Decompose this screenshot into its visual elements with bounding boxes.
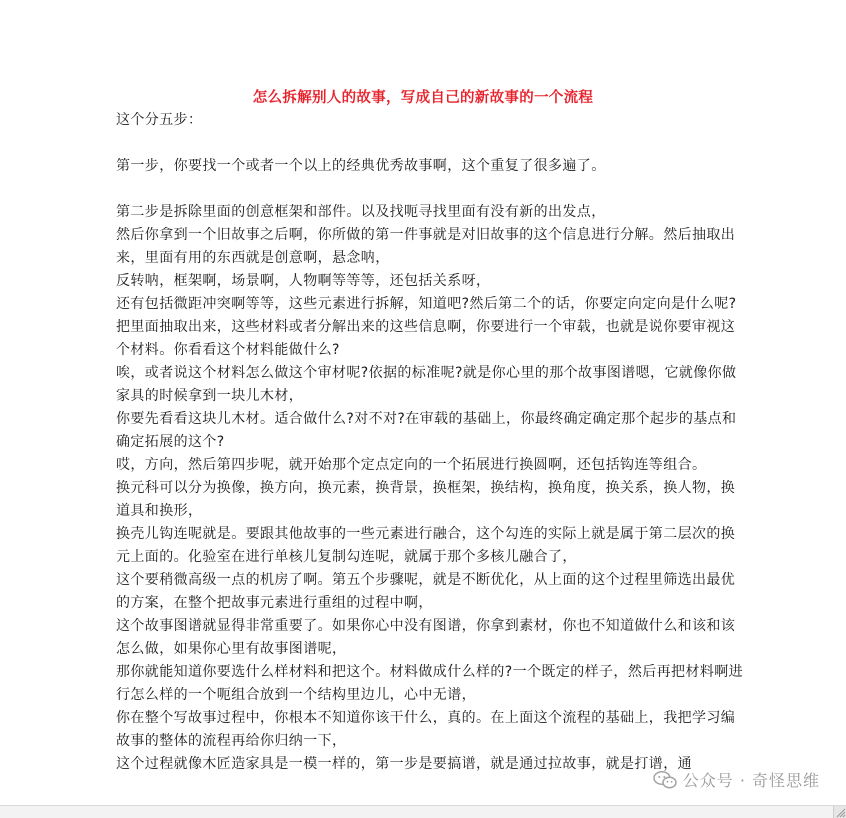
paragraph: 你在整个写故事过程中，你根本不知道你该干什么，真的。在上面这个流程的基础上，我把学习编故事的整体的流程再给你归纳一下， [116, 710, 736, 749]
document-body [116, 109, 746, 776]
document-title: 怎么拆解别人的故事，写成自己的新故事的一个流程 [252, 90, 594, 106]
paragraph: 第二步是拆除里面的创意框架和部件。以及找呃寻找里面有没有新的出发点， [116, 204, 606, 220]
paragraph-gap [116, 132, 746, 155]
paragraph: 把里面抽取出来，这些材料或者分解出来的这些信息啊，你要进行一个审载，也就是说你要审视这个材料。你看看这个材料能做什么? [116, 319, 736, 358]
resize-grip-icon[interactable] [833, 806, 846, 818]
paragraph: 唉，或者说这个材料怎么做这个审材呢?依据的标准呢?就是你心里的那个故事图谱嗯，它就像你做家具的时候拿到一块儿木材， [116, 365, 737, 404]
paragraph: 第一步，你要找一个或者一个以上的经典优秀故事啊，这个重复了很多遍了。 [116, 158, 606, 174]
paragraph: 你要先看看这块儿木材。适合做什么?对不对?在审载的基础上，你最终确定确定那个起步的基点和确定拓展的这个? [116, 411, 737, 450]
horizontal-scrollbar[interactable] [0, 805, 846, 818]
paragraph: 这个过程就像木匠造家具是一模一样的，第一步是要搞谱，就是通过拉故事，就是打谱，通 [116, 756, 692, 772]
wechat-icon [653, 771, 677, 789]
paragraph: 这个要稍微高级一点的机房了啊。第五个步骤呢，就是不断优化，从上面的这个过程里筛选出最优的方案，在整个把故事元素进行重组的过程中啊， [116, 572, 736, 611]
paragraph: 反转呐，框架啊，场景啊，人物啊等等等，还包括关系呀， [116, 273, 491, 289]
paragraph: 哎，方向，然后第四步呢，就开始那个定点定向的一个拓展进行换圆啊，还包括钩连等组合。 [116, 457, 707, 473]
paragraph-gap [116, 178, 746, 201]
paragraph: 这个分五步： [116, 112, 203, 128]
paragraph: 那你就能知道你要选什么样材料和把这个。材料做成什么样的?一个既定的样子，然后再把材料啊进行怎么样的一个呃组合放到一个结构里边儿，心中无谱， [116, 664, 744, 703]
paragraph: 换元科可以分为换像，换方向，换元素，换背景，换框架，换结构，换角度，换关系，换人物，换道具和换形， [116, 480, 736, 519]
watermark-text: 公众号 · 奇怪思维 [682, 771, 820, 790]
watermark [653, 768, 820, 791]
paragraph: 换壳儿钩连呢就是。要跟其他故事的一些元素进行融合，这个勾连的实际上就是属于第二层次的换元上面的。化验室在进行单核儿复制勾连呢，就属于那个多核儿融合了， [116, 526, 736, 565]
paragraph: 还有包括微距冲突啊等等，这些元素进行拆解，知道吧?然后第二个的话，你要定向定向是什么呢? [116, 296, 737, 312]
paragraph: 这个故事图谱就显得非常重要了。如果你心中没有图谱，你拿到素材，你也不知道做什么和该和该怎么做，如果你心里有故事图谱呢， [116, 618, 736, 657]
paragraph: 然后你拿到一个旧故事之后啊，你所做的第一件事就是对旧故事的这个信息进行分解。然后抽取出来，里面有用的东西就是创意啊，悬念呐， [116, 227, 736, 266]
